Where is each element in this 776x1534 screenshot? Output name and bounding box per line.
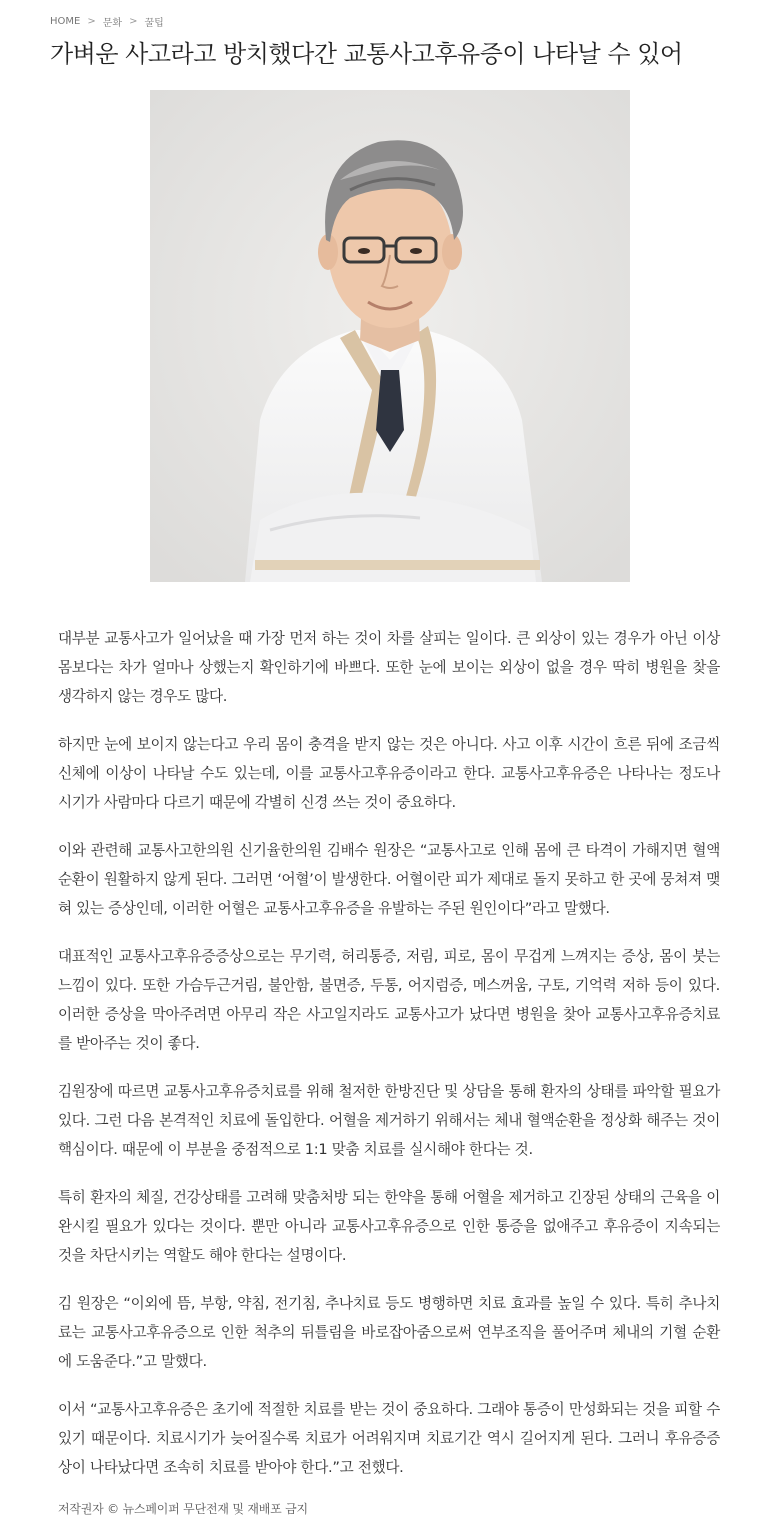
chevron-right-icon: > bbox=[87, 15, 96, 27]
breadcrumb-section-link[interactable]: 문화 bbox=[102, 17, 123, 29]
article-paragraph: 이서 “교통사고후유증은 초기에 적절한 치료를 받는 것이 중요하다. 그래야 통증이 만성화되는 것을 피할 수 있기 때문이다. 치료시기가 늦어질수록 치료가 어려워지며 치료기간 역시 길어지게 된다. 그러니 후유증증상이 나타났다면 조속히 치료를 받아야 한다.”고 전했다. bbox=[58, 1401, 720, 1476]
article-paragraph: 대부분 교통사고가 일어났을 때 가장 먼저 하는 것이 차를 살피는 일이다. 큰 외상이 있는 경우가 아닌 이상 몸보다는 차가 얼마나 상했는지 확인하기에 바쁘다. 또한 눈에 보이는 외상이 없을 경우 딱히 병원을 찾을 생각하지 않는 경우도 많다. bbox=[58, 630, 720, 705]
article-title: 가벼운 사고라고 방치했다간 교통사고후유증이 나타날 수 있어 bbox=[50, 40, 683, 68]
breadcrumb-subsection-link[interactable]: 꿀팁 bbox=[144, 17, 164, 29]
article-body bbox=[58, 624, 720, 1501]
chevron-right-icon: > bbox=[129, 15, 138, 27]
breadcrumb-home-link[interactable]: HOME bbox=[50, 15, 81, 27]
copyright-notice: 저작권자 © 뉴스페이퍼 무단전재 및 재배포 금지 bbox=[58, 1502, 308, 1516]
article-paragraph: 김원장에 따르면 교통사고후유증치료를 위해 철저한 한방진단 및 상담을 통해 환자의 상태를 파악할 필요가 있다. 그런 다음 본격적인 치료에 돌입한다. 어혈을 제거하기 위해서는 체내 혈액순환을 정상화 해주는 것이 핵심이다. 때문에 이 부분을 중점적으로 1:1 맞춤 치료를 실시해야 한다는 것. bbox=[58, 1083, 720, 1158]
article-photo bbox=[150, 90, 630, 582]
article-paragraph: 특히 환자의 체질, 건강상태를 고려해 맞춤처방 되는 한약을 통해 어혈을 제거하고 긴장된 상태의 근육을 이완시킬 필요가 있다는 것이다. 뿐만 아니라 교통사고후유증으로 인한 통증을 없애주고 후유증이 지속되는 것을 차단시키는 역할도 해야 한다는 설명이다. bbox=[58, 1189, 720, 1264]
breadcrumb bbox=[50, 12, 164, 30]
article-paragraph: 김 원장은 “이외에 뜸, 부항, 약침, 전기침, 추나치료 등도 병행하면 치료 효과를 높일 수 있다. 특히 추나치료는 교통사고후유증으로 인한 척추의 뒤틀림을 바로잡아줌으로써 연부조직을 풀어주며 체내의 기혈 순환에 도움준다.”고 말했다. bbox=[58, 1295, 720, 1370]
article-paragraph: 대표적인 교통사고후유증증상으로는 무기력, 허리통증, 저림, 피로, 몸이 무겁게 느껴지는 증상, 몸이 붓는 느낌이 있다. 또한 가슴두근거림, 불안함, 불면증, 두통, 어지럼증, 메스꺼움, 구토, 기억력 저하 등이 있다. 이러한 증상을 막아주려면 아무리 작은 사고일지라도 교통사고가 났다면 병원을 찾아 교통사고후유증치료를 받아주는 것이 좋다. bbox=[58, 948, 720, 1052]
doctor-portrait-image bbox=[150, 90, 630, 582]
article-paragraph: 이와 관련해 교통사고한의원 신기율한의원 김배수 원장은 “교통사고로 인해 몸에 큰 타격이 가해지면 혈액순환이 원활하지 않게 된다. 그러면 ‘어혈’이 발생한다. 어혈이란 피가 제대로 돌지 못하고 한 곳에 뭉쳐져 맺혀 있는 증상인데, 이러한 어혈은 교통사고후유증을 유발하는 주된 원인이다”라고 말했다. bbox=[58, 842, 720, 917]
article-paragraph: 하지만 눈에 보이지 않는다고 우리 몸이 충격을 받지 않는 것은 아니다. 사고 이후 시간이 흐른 뒤에 조금씩 신체에 이상이 나타날 수도 있는데, 이를 교통사고후유증이라고 한다. 교통사고후유증은 나타나는 정도나 시기가 사람마다 다르기 때문에 각별히 신경 쓰는 것이 중요하다. bbox=[58, 736, 720, 811]
